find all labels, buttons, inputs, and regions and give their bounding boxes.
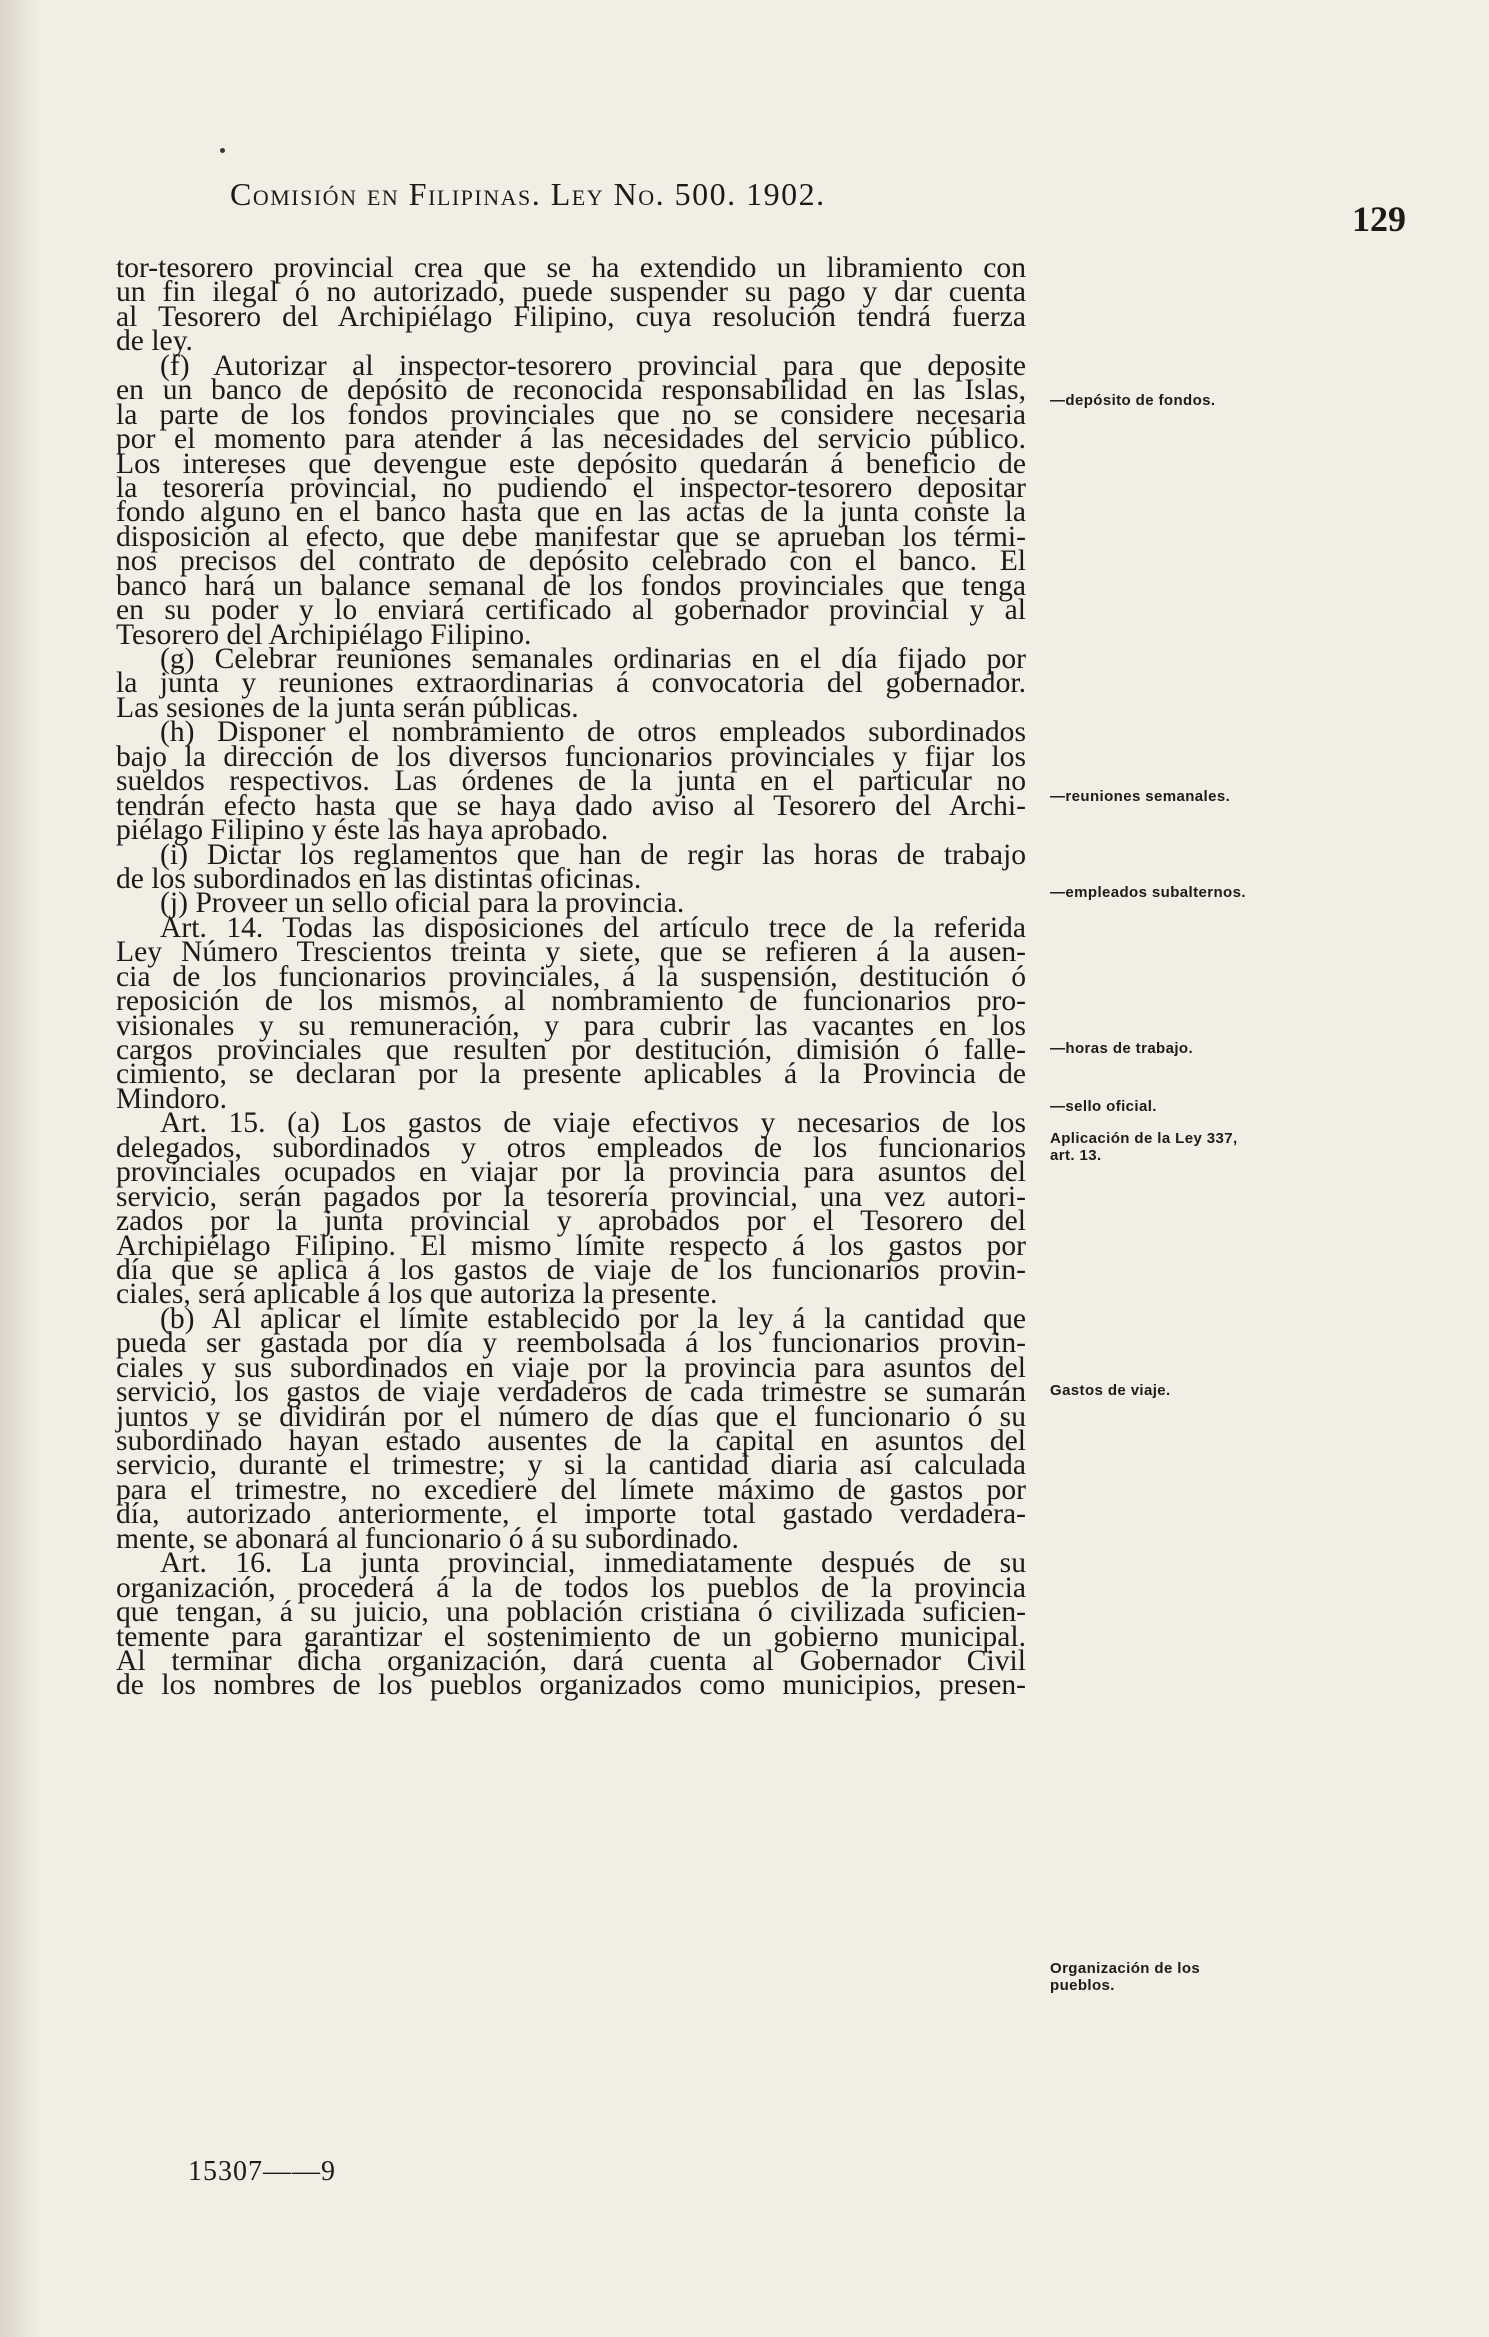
text-line: Tesorero del Archipiélago Filipino. <box>116 618 532 651</box>
text-line: Art. 15. (a) Los gastos de viaje efectivos y necesarios de los <box>160 1107 1026 1140</box>
page-number: 129 <box>1352 199 1406 239</box>
text-line: visionales y su remuneración, y para cubrir las vacantes en los <box>116 1009 1026 1042</box>
margin-note-reuniones: —reuniones semanales. <box>1050 788 1231 805</box>
text-line: sueldos respectivos. Las órdenes de la junta en el particular no <box>116 765 1026 798</box>
text-line: en su poder y lo enviará certificado al gobernador provincial y al <box>116 594 1026 627</box>
text-line: día, autorizado anteriormente, el importe total gastado verdadera- <box>116 1498 1026 1531</box>
text-line: la parte de los fondos provinciales que no se considere necesaria <box>116 398 1026 431</box>
text-line: Al terminar dicha organización, dará cuenta al Gobernador Civil <box>116 1644 1026 1677</box>
text-line: Archipiélago Filipino. El mismo límite respecto á los gastos por <box>116 1229 1026 1262</box>
text-line: temente para garantizar el sostenimiento de un gobierno municipal. <box>116 1620 1026 1653</box>
text-line: en un banco de depósito de reconocida responsabilidad en las Islas, <box>116 374 1026 407</box>
text-line: ciales, será aplicable á los que autoriza la presente. <box>116 1278 718 1311</box>
text-line: un fin ilegal ó no autorizado, puede suspender su pago y dar cuenta <box>116 276 1026 309</box>
text-line: de los subordinados en las distintas oficinas. <box>116 862 642 895</box>
text-line: Art. 14. Todas las disposiciones del artículo trece de la referida <box>160 911 1026 944</box>
text-line: (b) Al aplicar el límite establecido por la ley á la cantidad que <box>160 1302 1026 1335</box>
margin-note-horas: —horas de trabajo. <box>1050 1040 1194 1057</box>
text-line: ciales y sus subordinados en viaje por la provincia para asuntos del <box>116 1351 1026 1384</box>
text-line: reposición de los mismos, al nombramiento de funcionarios pro- <box>116 985 1026 1018</box>
text-line: para el trimestre, no excediere del límete máximo de gastos por <box>116 1473 1026 1506</box>
text-line: zados por la junta provincial y aprobados por el Tesorero del <box>116 1205 1026 1238</box>
text-line: (g) Celebrar reuniones semanales ordinarias en el día fijado por <box>160 643 1026 675</box>
margin-note-empleados: —empleados subalternos. <box>1050 884 1246 901</box>
text-line: tor-tesorero provincial crea que se ha extendido un libramiento con <box>116 252 1026 284</box>
text-line: Las sesiones de la junta serán públicas. <box>116 691 579 724</box>
margin-note-organizacion: Organización de los pueblos. <box>1050 1960 1201 1994</box>
text-line: bajo la dirección de los diversos funcionarios provinciales y fijar los <box>116 740 1026 773</box>
running-header: Comisión en Filipinas. Ley No. 500. 1902. <box>230 176 826 212</box>
text-line: subordinado hayan estado ausentes de la capital en asuntos del <box>116 1425 1026 1457</box>
text-line: servicio, durante el trimestre; y si la cantidad diaria así calculada <box>116 1449 1026 1482</box>
text-line: cimiento, se declaran por la presente aplicables á la Provincia de <box>116 1058 1026 1091</box>
text-line: cargos provinciales que resulten por destitución, dimisión ó falle- <box>116 1034 1026 1066</box>
text-line: banco hará un balance semanal de los fondos provinciales que tenga <box>116 569 1026 602</box>
text-line: servicio, serán pagados por la tesorería provincial, una vez autori- <box>116 1180 1026 1213</box>
margin-note-aplicacion: Aplicación de la Ley 337, art. 13. <box>1050 1130 1238 1164</box>
text-line: provinciales ocupados en viajar por la provincia para asuntos del <box>116 1156 1026 1189</box>
print-speck <box>220 148 225 153</box>
margin-note-sello: —sello oficial. <box>1050 1098 1157 1115</box>
margin-note-deposito: —depósito de fondos. <box>1050 392 1216 409</box>
text-line: que tengan, á su juicio, una población cristiana ó civilizada suficien- <box>116 1596 1026 1629</box>
body-text <box>116 252 1026 1702</box>
text-line: Los intereses que devengue este depósito quedarán á beneficio de <box>116 447 1026 480</box>
text-line: fondo alguno en el banco hasta que en las actas de la junta conste la <box>116 496 1026 529</box>
text-line: nos precisos del contrato de depósito celebrado con el banco. El <box>116 545 1026 578</box>
text-line: por el momento para atender á las necesidades del servicio público. <box>116 423 1026 456</box>
margin-note-gastos: Gastos de viaje. <box>1050 1382 1171 1399</box>
text-line: (i) Dictar los reglamentos que han de regir las horas de trabajo <box>160 838 1026 871</box>
page-shadow-edge <box>0 0 40 2337</box>
text-line: servicio, los gastos de viaje verdaderos de cada trimestre se sumarán <box>116 1376 1026 1409</box>
printer-signature: 15307——9 <box>188 2156 336 2187</box>
text-line: de ley. <box>116 325 193 358</box>
text-line: mente, se abonará al funcionario ó á su subordinado. <box>116 1522 739 1555</box>
text-line: juntos y se dividirán por el número de días que el funcionario ó su <box>116 1400 1026 1433</box>
text-line: Mindoro. <box>116 1082 227 1115</box>
text-line: pueda ser gastada por día y reembolsada á los funcionarios provin- <box>116 1327 1026 1360</box>
text-line: al Tesorero del Archipiélago Filipino, cuya resolución tendrá fuerza <box>116 300 1026 333</box>
text-line: (f) Autorizar al inspector-tesorero provincial para que deposite <box>160 349 1026 382</box>
text-line: la junta y reuniones extraordinarias á convocatoria del gobernador. <box>116 667 1026 700</box>
text-line: Ley Número Trescientos treinta y siete, que se refieren á la ausen- <box>116 936 1026 969</box>
text-line: cia de los funcionarios provinciales, á la suspensión, destitución ó <box>116 960 1026 993</box>
text-line: día que se aplica á los gastos de viaje de los funcionarios provin- <box>116 1253 1026 1286</box>
text-line: tendrán efecto hasta que se haya dado aviso al Tesorero del Archi- <box>116 789 1026 822</box>
text-line: disposición al efecto, que debe manifestar que se aprueban los térmi- <box>116 520 1026 553</box>
text-line: (j) Proveer un sello oficial para la provincia. <box>160 887 685 920</box>
text-line: organización, procederá á la de todos los pueblos de la provincia <box>116 1571 1026 1604</box>
text-line: de los nombres de los pueblos organizados como municipios, presen- <box>116 1669 1026 1702</box>
text-line: delegados, subordinados y otros empleados de los funcionarios <box>116 1131 1026 1164</box>
text-line: la tesorería provincial, no pudiendo el inspector-tesorero depositar <box>116 471 1026 504</box>
text-line: piélago Filipino y éste las haya aprobado. <box>116 814 609 847</box>
text-line: (h) Disponer el nombramiento de otros empleados subordinados <box>160 716 1026 749</box>
text-line: Art. 16. La junta provincial, inmediatamente después de su <box>160 1547 1026 1580</box>
